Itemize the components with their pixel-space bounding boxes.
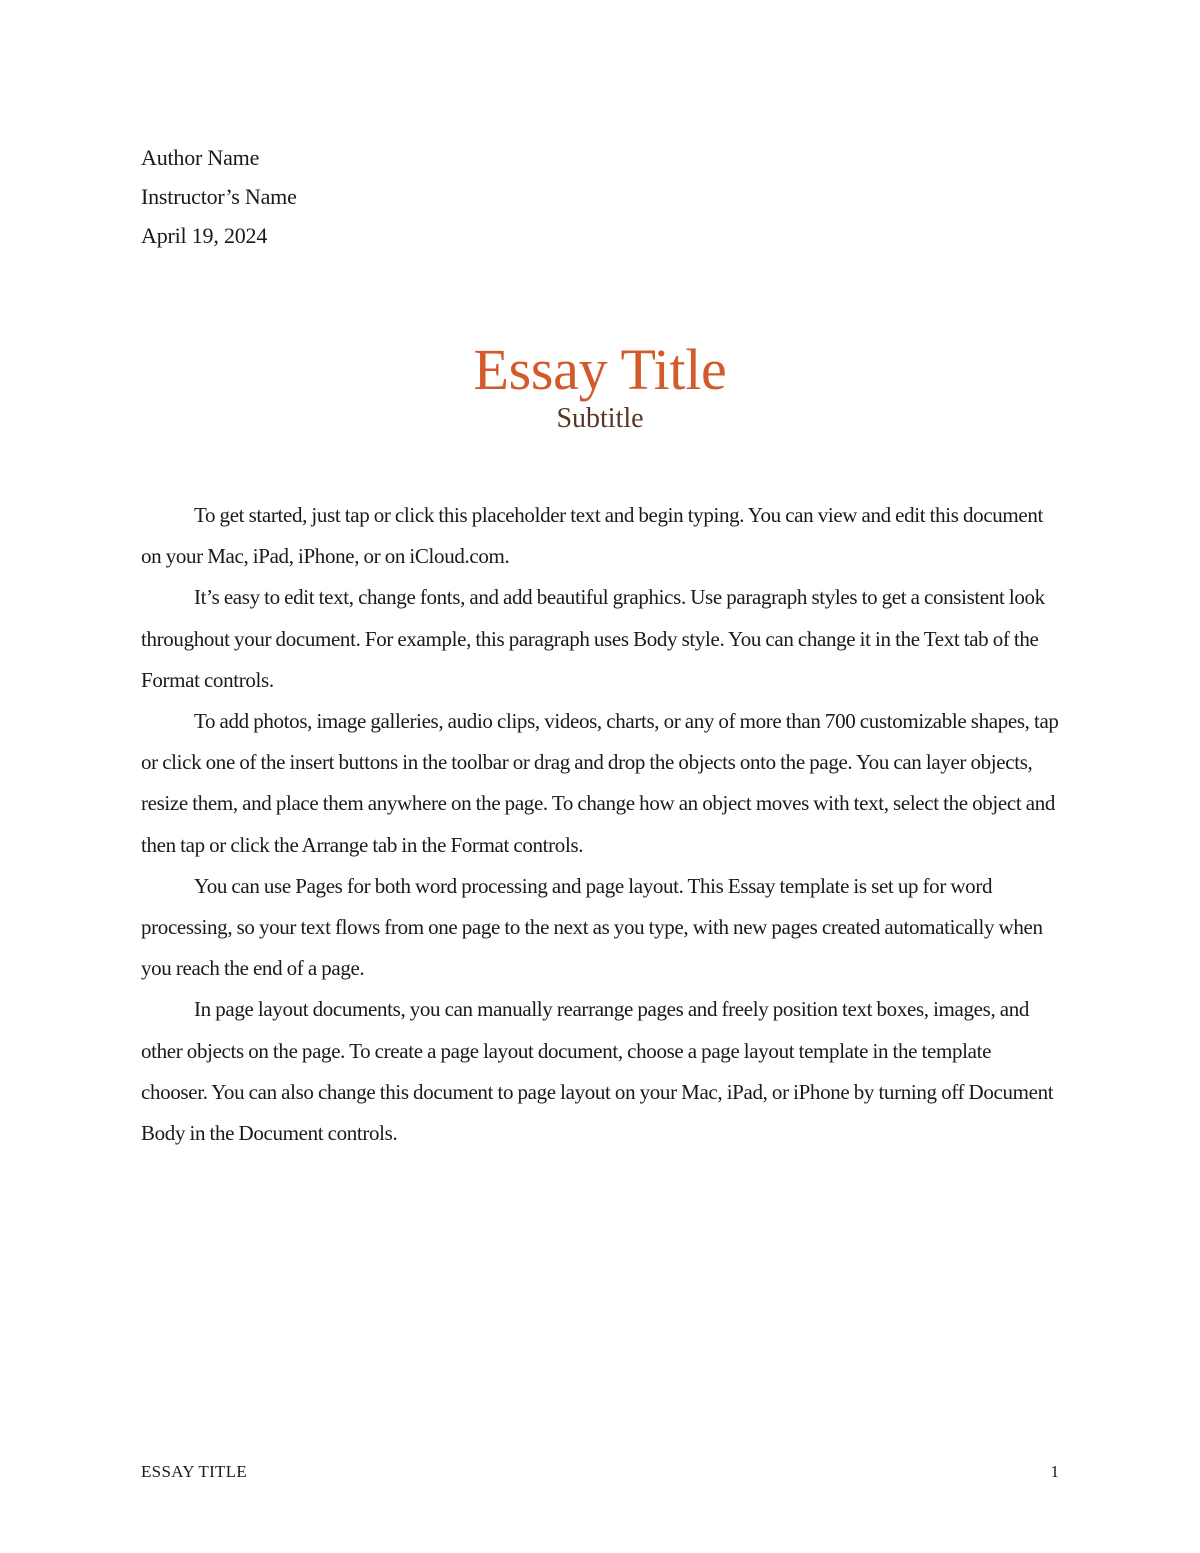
body-paragraph[interactable]: You can use Pages for both word processing and page layout. This Essay template is set up for word processing, so your text flows from one page to the next as you type, with new pages created automatically when you reach the end of a page.	[141, 873, 1043, 981]
essay-body	[141, 495, 1061, 1154]
essay-title[interactable]: Essay Title	[473, 337, 727, 402]
essay-date[interactable]: April 19, 2024	[141, 223, 268, 248]
title-block	[0, 332, 1200, 436]
body-paragraph[interactable]: To add photos, image galleries, audio clips, videos, charts, or any of more than 700 customizable shapes, tap or click one of the insert buttons in the toolbar or drag and drop the objects onto the page. You can layer objects, resize them, and place them anywhere on the page. To change how an object moves with text, select the object and then tap or click the Arrange tab in the Format controls.	[141, 709, 1059, 857]
instructor-name[interactable]: Instructor’s Name	[141, 184, 297, 209]
essay-heading	[141, 138, 297, 255]
page-number: 1	[1050, 1462, 1059, 1481]
body-paragraph[interactable]: In page layout documents, you can manually rearrange pages and freely position text boxes, images, and other objects on the page. To create a page layout document, choose a page layout template in the template chooser. You can also change this document to page layout on your Mac, iPad, or iPhone by turning off Document Body in the Document controls.	[141, 997, 1054, 1146]
essay-subtitle[interactable]: Subtitle	[556, 403, 644, 434]
author-name[interactable]: Author Name	[141, 145, 260, 170]
body-paragraph[interactable]: To get started, just tap or click this placeholder text and begin typing. You can view and edit this document on your Mac, iPad, iPhone, or on iCloud.com.	[141, 503, 1044, 569]
body-paragraph[interactable]: It’s easy to edit text, change fonts, and add beautiful graphics. Use paragraph styles to get a consistent look throughout your document. For example, this paragraph uses Body style. You can change it in the Text tab of the Format controls.	[141, 585, 1045, 692]
running-head: ESSAY TITLE	[141, 1462, 248, 1481]
